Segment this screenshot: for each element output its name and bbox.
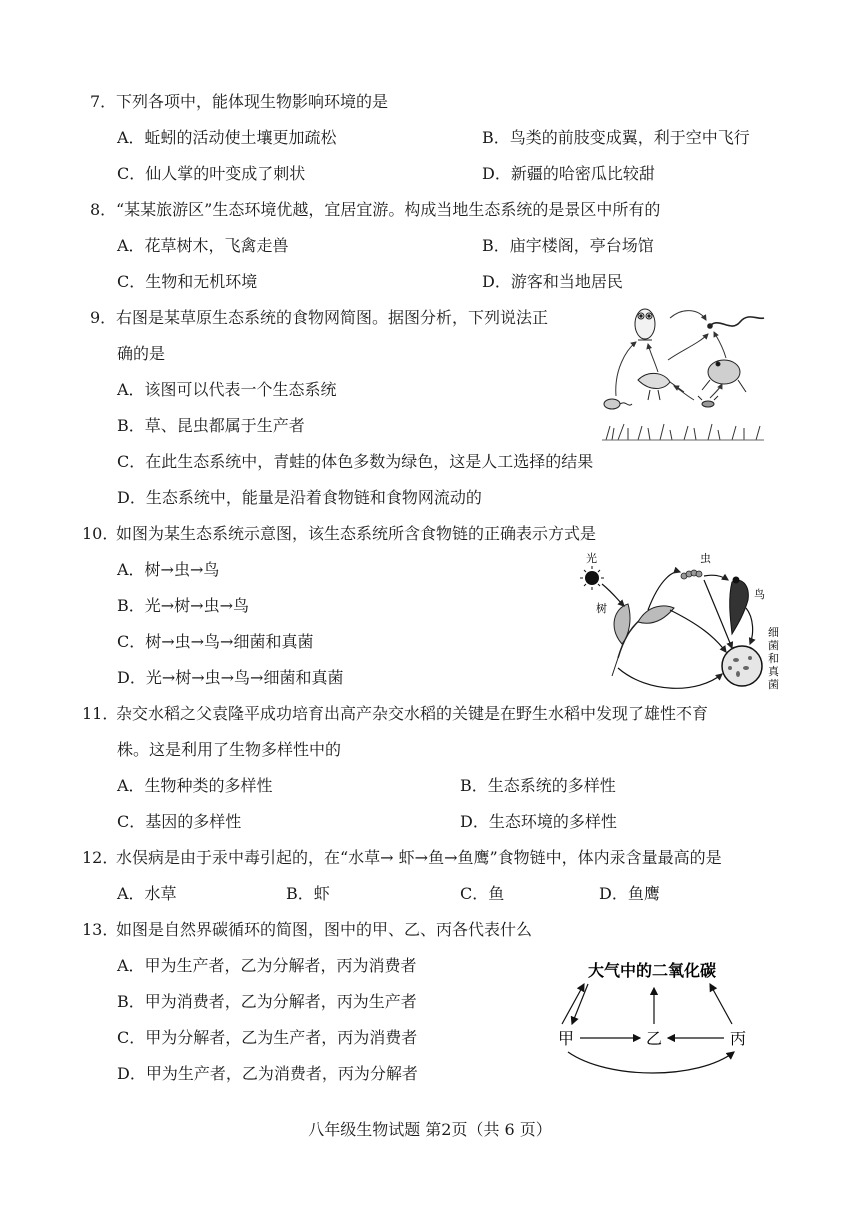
q8-option-d: D．游客和当地居民: [482, 272, 623, 291]
q11-option-c: C．基因的多样性: [117, 812, 242, 831]
bird-label: 鸟: [754, 588, 765, 601]
sun-icon: [580, 566, 604, 590]
page-footer: 八年级生物试题 第2页（共 6 页）: [308, 1120, 552, 1139]
q13-option-d: D．甲为生产者，乙为消费者，丙为分解者: [117, 1064, 418, 1083]
insect-label: 虫: [700, 552, 711, 565]
q11-option-b: B．生态系统的多样性: [460, 776, 616, 795]
q13-number: 13．: [82, 920, 119, 939]
q13-option-a: A．甲为生产者，乙为分解者，丙为消费者: [117, 956, 417, 975]
q10-number: 10．: [82, 524, 119, 543]
q7-option-a: A．蚯蚓的活动使土壤更加疏松: [117, 128, 337, 147]
q11-number: 11．: [82, 704, 119, 723]
q13-carbon-cycle-figure: [548, 952, 780, 1088]
bing-label: 丙: [729, 1029, 747, 1048]
q9-number: 9．: [90, 308, 117, 327]
q10-option-a: A．树→虫→鸟: [117, 560, 220, 579]
tree-icon: [612, 604, 674, 676]
tree-label: 树: [596, 602, 607, 615]
q8-stem: “某某旅游区”生态环境优越，宜居宜游。构成当地生态系统的是景区中所有的: [116, 200, 661, 219]
q10-option-b: B．光→树→虫→鸟: [117, 596, 249, 615]
q9-stem-line2: 确的是: [117, 344, 166, 363]
jia-label: 甲: [557, 1029, 575, 1048]
atmosphere-co2-label: 大气中的二氧化碳: [587, 961, 717, 980]
q13-option-b: B．甲为消费者，乙为分解者，丙为生产者: [117, 992, 417, 1011]
q10-stem: 如图为某生态系统示意图，该生态系统所含食物链的正确表示方式是: [116, 524, 597, 543]
q11-stem-line1: 杂交水稻之父袁隆平成功培育出高产杂交水稻的关键是在野生水稻中发现了雄性不育: [116, 704, 709, 723]
q10-option-c: C．树→虫→鸟→细菌和真菌: [117, 632, 314, 651]
q9-food-web-figure: [598, 300, 768, 445]
insect-icon: [698, 396, 718, 407]
q9-stem-line1: 右图是某草原生态系统的食物网简图。据图分析，下列说法正: [116, 308, 549, 327]
q7-option-d: D．新疆的哈密瓜比较甜: [482, 164, 655, 183]
q12-option-c: C．鱼: [460, 884, 505, 903]
q12-option-a: A．水草: [117, 884, 177, 903]
q13-option-c: C．甲为分解者，乙为生产者，丙为消费者: [117, 1028, 418, 1047]
q9-option-d: D．生态系统中，能量是沿着食物链和食物网流动的: [117, 488, 482, 507]
q7-stem: 下列各项中，能体现生物影响环境的是: [116, 92, 389, 111]
bird-icon: [730, 577, 749, 634]
caterpillar-icon: [681, 570, 702, 579]
q9-option-a: A．该图可以代表一个生态系统: [117, 380, 337, 399]
q12-number: 12．: [82, 848, 119, 867]
q12-option-d: D．鱼鹰: [599, 884, 660, 903]
decomposer-icon: [722, 646, 762, 686]
yi-label: 乙: [645, 1029, 663, 1048]
q10-ecosystem-figure: [578, 548, 790, 692]
frog-icon: [702, 360, 746, 392]
q12-stem: 水俣病是由于汞中毒引起的，在“水草→ 虾→鱼→鱼鹰”食物链中，体内汞含量最高的是: [116, 848, 722, 867]
q9-option-c: C．在此生态系统中，青蛙的体色多数为绿色，这是人工选择的结果: [117, 452, 594, 471]
q7-option-c: C．仙人掌的叶变成了刺状: [117, 164, 306, 183]
grass-icon: [602, 424, 764, 440]
bird-icon: [638, 373, 684, 400]
q7-option-b: B．鸟类的前肢变成翼，利于空中飞行: [482, 128, 750, 147]
q7-number: 7．: [90, 92, 117, 111]
light-label: 光: [586, 552, 597, 565]
snake-icon: [708, 317, 764, 328]
q12-option-b: B．虾: [286, 884, 330, 903]
decomposer-label: 细 菌 和 真 菌: [768, 626, 779, 691]
q8-option-b: B．庙宇楼阁，亭台场馆: [482, 236, 654, 255]
q13-stem: 如图是自然界碳循环的简图，图中的甲、乙、丙各代表什么: [116, 920, 533, 939]
q11-option-a: A．生物种类的多样性: [117, 776, 273, 795]
q11-option-d: D．生态环境的多样性: [460, 812, 617, 831]
q10-option-d: D．光→树→虫→鸟→细菌和真菌: [117, 668, 344, 687]
q8-option-a: A．花草树木，飞禽走兽: [117, 236, 289, 255]
q11-stem-line2: 株。这是利用了生物多样性中的: [117, 740, 342, 759]
mouse-icon: [604, 399, 632, 409]
q8-option-c: C．生物和无机环境: [117, 272, 258, 291]
q9-option-b: B．草、昆虫都属于生产者: [117, 416, 305, 435]
q8-number: 8．: [90, 200, 117, 219]
owl-icon: [635, 309, 655, 340]
